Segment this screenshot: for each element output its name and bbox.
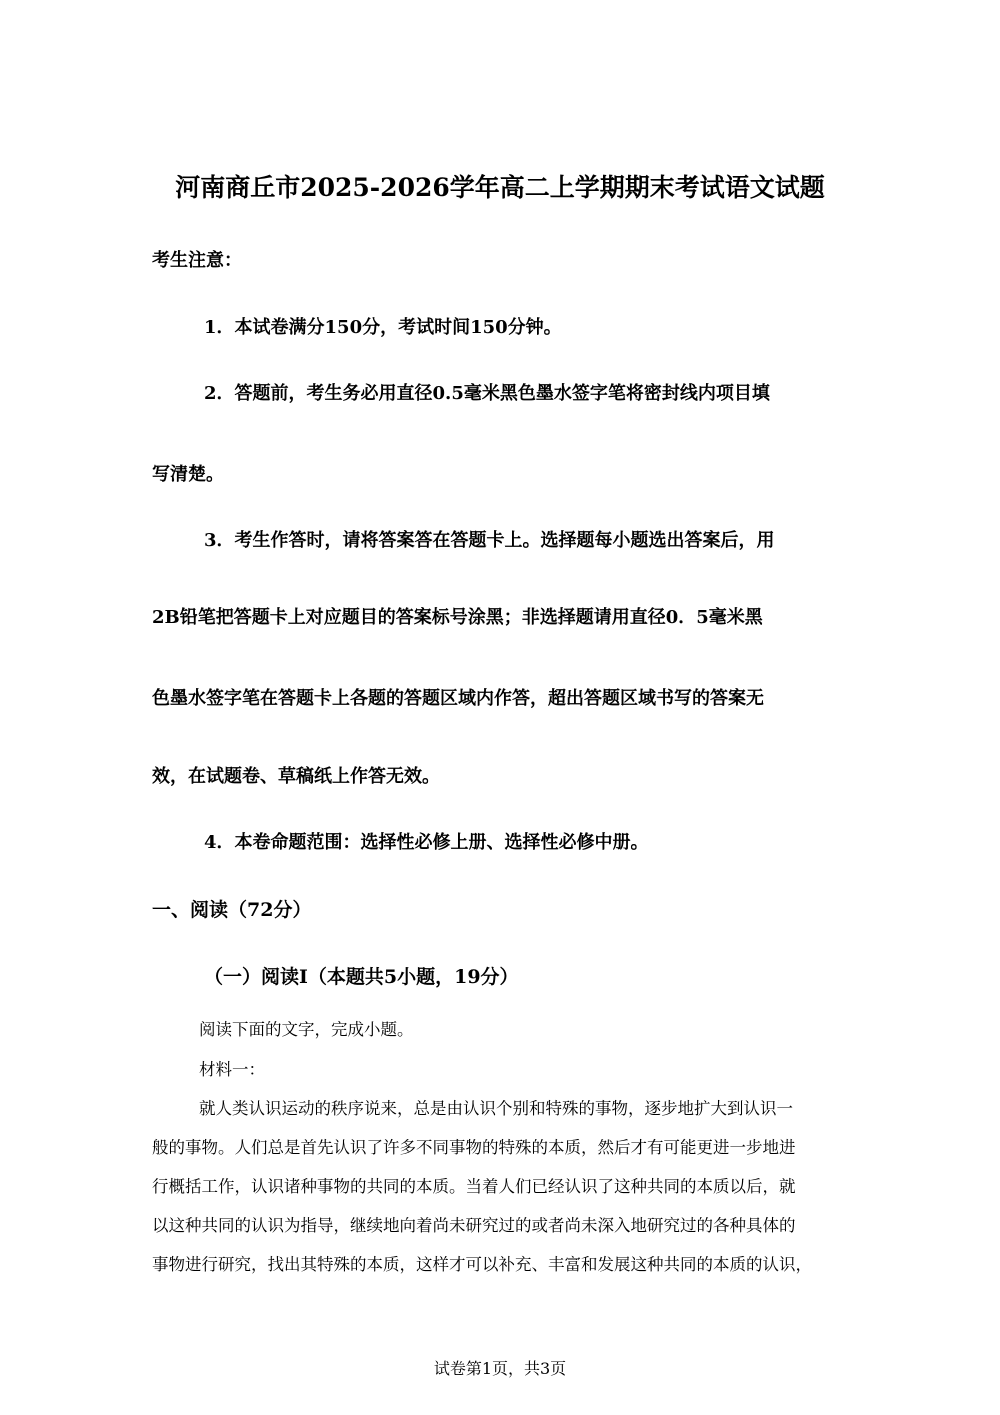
document-title: 河南商丘市2025-2026学年高二上学期期末考试语文试题 bbox=[175, 173, 825, 202]
notice-line: 3．考生作答时，请将答案答在答题卡上。选择题每小题选出答案后，用 bbox=[204, 530, 775, 551]
notice-line: 写清楚。 bbox=[152, 464, 224, 485]
section-heading: 一、阅读（72分） bbox=[152, 899, 312, 921]
notice-line: 2．答题前，考生务必用直径0.5毫米黑色墨水签字笔将密封线内项目填 bbox=[204, 383, 770, 404]
page-footer: 试卷第1页，共3页 bbox=[433, 1359, 567, 1378]
notice-line: 4．本卷命题范围：选择性必修上册、选择性必修中册。 bbox=[204, 832, 649, 853]
paragraph-line: 般的事物。人们总是首先认识了许多不同事物的特殊的本质，然后才有可能更进一步地进 bbox=[152, 1138, 796, 1157]
paragraph-line: 事物进行研究，找出其特殊的本质，这样才可以补充、丰富和发展这种共同的本质的认识， bbox=[152, 1255, 812, 1274]
notice-line: 1．本试卷满分150分，考试时间150分钟。 bbox=[204, 317, 562, 338]
notice-heading: 考生注意： bbox=[152, 250, 242, 271]
subsection-heading: （一）阅读Ⅰ（本题共5小题，19分） bbox=[204, 966, 519, 988]
notice-line: 效，在试题卷、草稿纸上作答无效。 bbox=[152, 766, 440, 787]
reading-instruction: 阅读下面的文字，完成小题。 bbox=[199, 1020, 414, 1039]
notice-line: 2B铅笔把答题卡上对应题目的答案标号涂黑；非选择题请用直径0．5毫米黑 bbox=[152, 607, 763, 628]
notice-line: 色墨水签字笔在答题卡上各题的答题区域内作答，超出答题区域书写的答案无 bbox=[152, 688, 764, 709]
paragraph-line: 以这种共同的认识为指导，继续地向着尚未研究过的或者尚未深入地研究过的各种具体的 bbox=[152, 1216, 796, 1235]
material-label: 材料一： bbox=[199, 1060, 265, 1079]
paragraph-line: 行概括工作，认识诸种事物的共同的本质。当着人们已经认识了这种共同的本质以后，就 bbox=[152, 1177, 796, 1196]
paragraph-line: 就人类认识运动的秩序说来，总是由认识个别和特殊的事物，逐步地扩大到认识一 bbox=[199, 1099, 793, 1118]
